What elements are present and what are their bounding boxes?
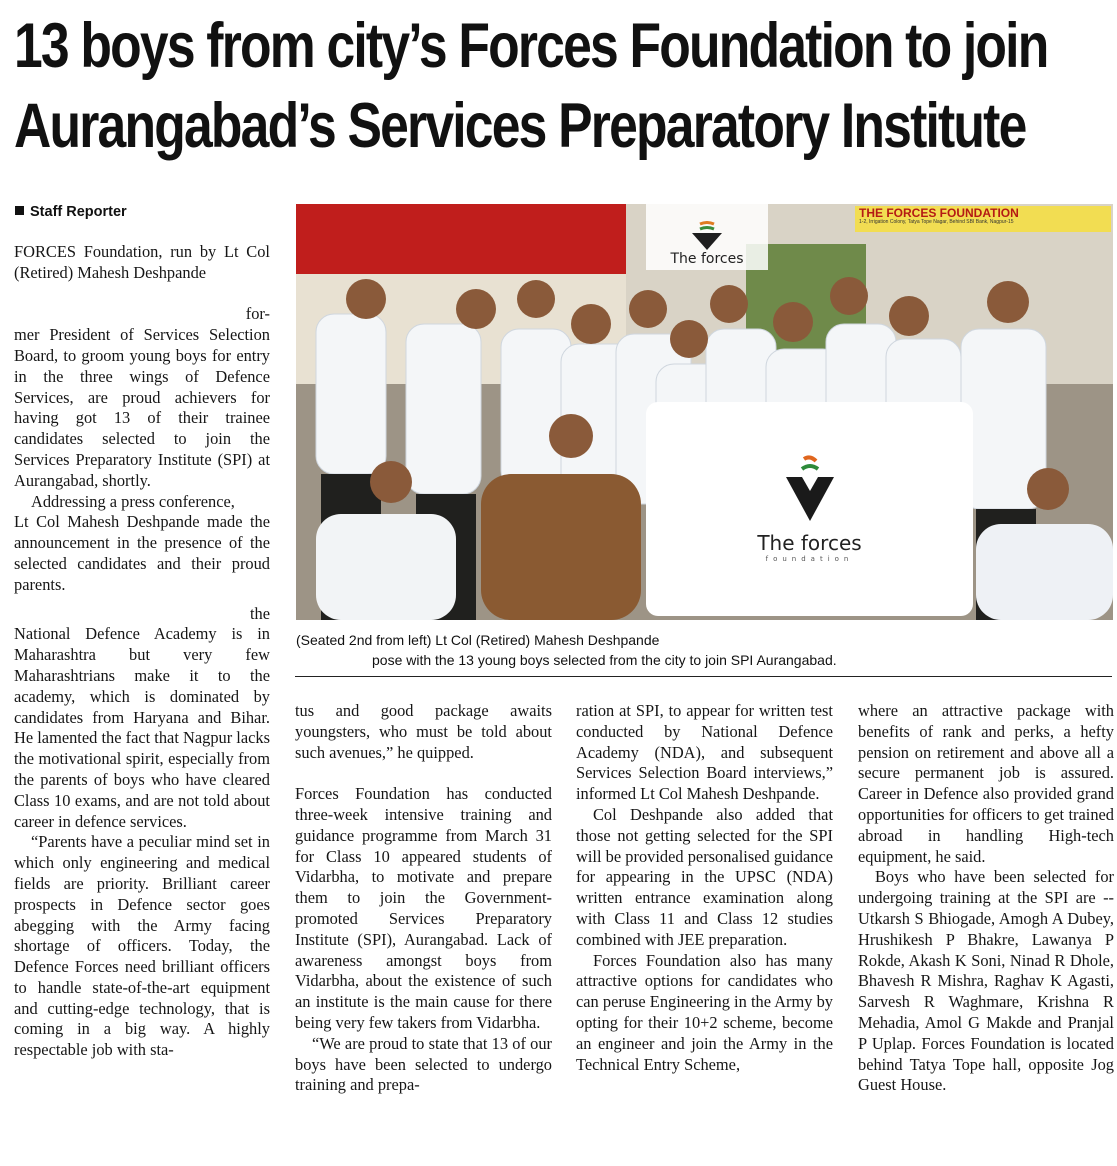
signboard-title: THE FORCES FOUNDATION bbox=[859, 206, 1019, 220]
paragraph: tus and good package awaits youngsters, who must be told about such avenues,” he quipped. bbox=[295, 701, 552, 762]
article-column-3 bbox=[576, 701, 833, 1075]
article-column-1 bbox=[14, 242, 270, 1061]
paragraph: the bbox=[249, 603, 270, 623]
paragraph: Forces Foundation has conducted three-week intensive training and guidance programme from March 31 for Class 10 appeared students of Vidarbha, to motivate and prepare them to join the Government-promoted Services Preparatory Institute (SPI), Aurangabad. Lack of awareness amongst boys from Vidarbha, about the existence of such an institute is the main cause for there being very few takers from Vidarbha. bbox=[295, 784, 552, 1032]
paragraph: “Parents have a peculiar mind set in which only engineering and medical fields are priority. Brilliant career prospects in Defence sector goes abegging with the Army facing shortage of officers. Today, the Defence Forces need brilliant officers to handle state-of-the-art equipment and cutting-edge technology, that is coming in a big way. A highly respectable job with sta- bbox=[14, 832, 270, 1060]
paragraph: Lt Col Mahesh Deshpande made the announcement in the presence of the selected candidates and their proud parents. bbox=[14, 512, 270, 594]
paragraph: ration at SPI, to appear for written test conducted by National Defence Academy (NDA), and subsequent Services Selection Board interviews,” informed Lt Col Mahesh Deshpande. bbox=[576, 701, 833, 804]
forces-foundation-logo bbox=[646, 402, 973, 616]
paragraph: Col Deshpande also added that those not getting selected for the SPI will be provided personalised guidance for appearing in the UPSC (NDA) written entrance examination along with Class 11 and Class 12 studies combined with JEE preparation. bbox=[576, 804, 833, 949]
signboard bbox=[855, 206, 1111, 232]
forces-chevron-icon bbox=[690, 221, 724, 251]
divider bbox=[295, 676, 1112, 677]
paragraph: Addressing a press conference, bbox=[31, 491, 235, 511]
forces-chevron-icon bbox=[782, 455, 838, 525]
caption-line-2: pose with the 13 young boys selected from the city to join SPI Aurangabad. bbox=[372, 652, 837, 668]
blank-line bbox=[295, 763, 552, 784]
signboard-address: 1-2, Irrigation Colony, Tatya Tope Nagar, Behind SBI Bank, Nagpur-15 bbox=[859, 219, 1014, 225]
paragraph: Forces Foundation also has many attractive options for candidates who can peruse Engineering in the Army by opting for their 10+2 scheme, become an engineer and join the Army in the Technical Entry Scheme, bbox=[576, 950, 833, 1074]
byline bbox=[15, 204, 127, 220]
headline-line-1: 13 boys from city’s Forces Foundation to join bbox=[14, 11, 1048, 81]
paragraph: “We are proud to state that 13 of our boys have been selected to undergo training and prepa- bbox=[295, 1033, 552, 1095]
blank-line bbox=[14, 284, 270, 305]
paragraph: mer President of Services Selection Board, to groom young boys for entry in the three wings of Defence Services, are proud achievers for having got 13 of their trainee candidates selected to join the Services Preparatory Institute (SPI) at Aurangabad, shortly. bbox=[14, 325, 270, 490]
paragraph: FORCES Foundation, run by Lt Col (Retired) Mahesh Deshpande bbox=[14, 242, 270, 282]
paragraph: Boys who have been selected for undergoing training at the SPI are -- Utkarsh S Bhiogade, Amogh A Dubey, Hrushikesh P Bhakre, Lawanya P Rokde, Akash K Soni, Ninad R Dhole, Bhavesh R Mishra, Raghav K Agasti, Sarvesh R Waghmare, Krishna R Mehadia, Amol G Makde and Pranjal P Uplap. Forces Foundation is located behind Tatya Tope hall, opposite Jog Guest House. bbox=[858, 867, 1114, 1095]
headline bbox=[14, 6, 1048, 166]
caption-line-1: (Seated 2nd from left) Lt Col (Retired) Mahesh Deshpande bbox=[296, 632, 660, 648]
blank-line bbox=[14, 596, 270, 604]
paragraph: for- bbox=[245, 304, 270, 324]
paragraph: National Defence Academy is in Maharashtra but very few Maharashtrians make it to the academy, which is dominated by candidates from Haryana and Bihar. He lamented the fact that Nagpur lacks the motivational spirit, especially from the parents of boys who have cleared Class 10 exams, and are not told about career in defence services. bbox=[14, 624, 270, 831]
wall-logo-text: The forces bbox=[670, 251, 744, 267]
photo-caption bbox=[296, 630, 1111, 670]
logo-subtext: foundation bbox=[765, 555, 854, 563]
paragraph: where an attractive package with benefits of rank and perks, a hefty pension on retirement and above all a secure permanent job is assured. Career in Defence also provided grand opportunities for officers to get trained abroad in handling High-tech equipment, he said. bbox=[858, 701, 1114, 866]
article-column-4 bbox=[858, 701, 1114, 1096]
logo-text: The forces bbox=[757, 531, 862, 555]
wall-logo bbox=[646, 204, 768, 270]
byline-text: Staff Reporter bbox=[30, 204, 127, 220]
bullet-square-icon bbox=[15, 206, 24, 215]
headline-line-2: Aurangabad’s Services Preparatory Institute bbox=[14, 91, 1026, 161]
article-column-2 bbox=[295, 701, 552, 1096]
